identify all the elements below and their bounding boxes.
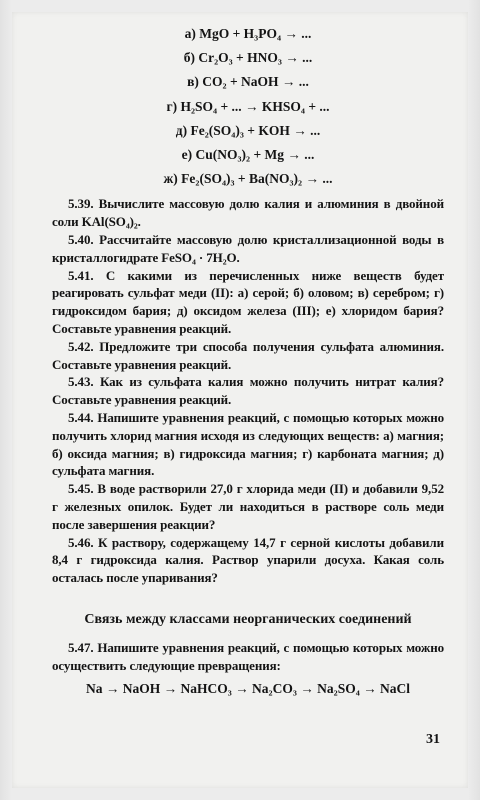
equation-g: ж) Fe₂(SO₄)₃ + Ba(NO₃)₂ → ... [163,171,333,187]
section-title: Связь между классами неорганических соединений [84,611,412,627]
problem-5-46 [52,534,444,587]
problem-text: Как из сульфата калия можно получить нитрат калия? Составьте уравнения реакций. [52,374,444,408]
problem-5-44 [52,409,444,480]
transformation-chain: Na → NaOH → NaHCO₃ → Na₂CO₃ → Na₂SO₄ → NaCl [86,681,410,697]
equation-f: е) Cu(NO₃)₂ + Mg → ... [181,147,315,163]
problem-text: Напишите уравнения реакций, с помощью которых можно получить хлорид магния исходя из следующих веществ: а) магния; б) оксида магния; в) гидроксида магния; г) карбоната магния; д) сульфата магния. [52,409,444,479]
problem-number: 5.45. [68,481,94,497]
problem-text: Вычислите массовую долю калия и алюминия в двойной соли KAl(SO₄)₂. [52,196,444,230]
equation-b: б) Cr₂O₃ + HNO₃ → ... [183,50,313,66]
problem-text: К раствору, содержащему 14,7 г серной кислоты добавили 8,4 г гидроксида калия. Раствор упарили досуха. Какая соль осталась после упаривания? [52,534,444,586]
problem-5-47 [52,639,444,675]
equation-e: д) Fe₂(SO₄)₃ + KOH → ... [175,122,321,138]
book-page [12,12,468,788]
problem-5-42 [52,338,444,374]
problem-number: 5.40. [68,232,94,248]
equation-a: а) MgO + H₃PO₄ → ... [184,26,312,41]
problem-5-40 [52,231,444,267]
page-number: 31 [426,732,440,747]
equation-c: в) CO₂ + NaOH → ... [187,74,309,90]
equation-d: г) H₂SO₄ + ... → KHSO₄ + ... [166,98,330,114]
problem-text: Предложите три способа получения сульфата алюминия. Составьте уравнения реакций. [52,338,444,372]
problem-number: 5.41. [68,267,94,283]
problem-number: 5.43. [68,374,94,390]
problem-number: 5.42. [68,338,94,354]
equation-list [52,22,444,191]
problem-5-43 [52,373,444,409]
problem-5-39 [52,195,444,231]
problem-number: 5.46. [68,534,94,550]
problem-text: Рассчитайте массовую долю кристаллизационной воды в кристаллогидрате FeSO₄ · 7H₂O. [52,232,444,265]
problem-5-41 [52,267,444,338]
page-content [52,22,444,698]
problem-text: С какими из перечисленных ниже веществ будет реагировать сульфат меди (II): а) серой; б) оловом; в) серебром; г) гидроксидом бария; д) оксидом железа (III); е) хлоридом бария? Составьте уравнения реакций. [52,267,445,336]
problem-5-45 [52,480,444,533]
problem-number: 5.39. [68,196,94,212]
problem-text: Напишите уравнения реакций, с помощью которых можно осуществить следующие превращения: [52,639,444,673]
problem-text: В воде растворили 27,0 г хлорида меди (II) и добавили 9,52 г железных опилок. Будет ли находиться в растворе соль меди после завершения реакции? [52,481,444,532]
problem-number: 5.44. [68,409,94,425]
problem-number: 5.47. [68,639,94,655]
